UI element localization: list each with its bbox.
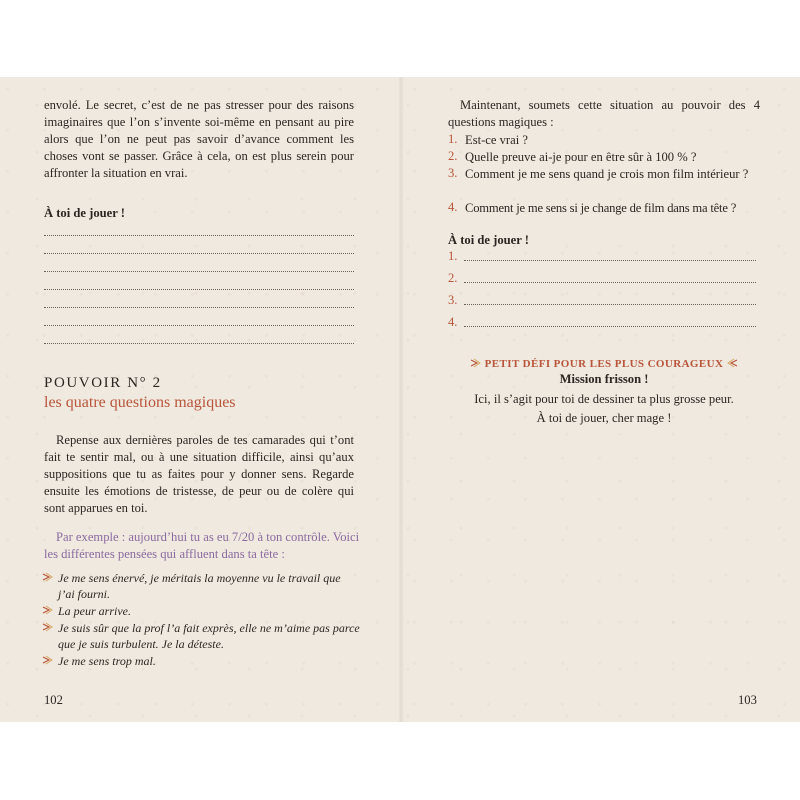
- answer-line[interactable]: [44, 259, 354, 272]
- challenge-box: [434, 357, 774, 426]
- arrow-left-icon: [726, 357, 738, 369]
- answer-line[interactable]: [464, 316, 756, 327]
- answer-number: 3.: [448, 293, 458, 307]
- answer-line[interactable]: [464, 294, 756, 305]
- arrow-right-icon: [42, 621, 54, 633]
- example-text: Par exemple : aujourd’hui tu as eu 7/20 à ton contrôle. Voici les différentes pensées qui affluent dans ta tête :: [44, 530, 360, 561]
- answer-line[interactable]: [44, 313, 354, 326]
- thought-item: [46, 620, 361, 652]
- page-number: 103: [738, 693, 757, 707]
- left-body-text: Repense aux dernières paroles de tes camarades qui t’ont fait te sentir mal, ou à une situation difficile, ainsi qu’aux suppositions que tu as faites pour y donner sens. Regarde ensuite les émotions de tristesse, de peur ou de colère qui sont apparues en toi.: [44, 433, 354, 515]
- arrow-right-icon: [42, 654, 54, 666]
- answer-number: 2.: [448, 271, 458, 285]
- left-intro-text: envolé. Le secret, c’est de ne pas stresser pour des raisons imaginaires que l’on s’invente soi-même en pensant au pire alors que l’on ne peut pas savoir d’avance comment les choses vont se passer. Grâce à cela, on est plus serein pour affronter la situation en vrai.: [44, 98, 354, 180]
- question-text: Comment je me sens quand je crois mon film intérieur ?: [465, 167, 749, 181]
- challenge-cta: À toi de jouer, cher mage !: [536, 411, 672, 425]
- arrow-right-icon: [470, 357, 482, 369]
- thought-item: [46, 570, 361, 602]
- left-exercise-label: À toi de jouer !: [44, 206, 125, 220]
- thought-item: [46, 603, 361, 619]
- answer-line[interactable]: [44, 277, 354, 290]
- challenge-text: Ici, il s’agit pour toi de dessiner ta plus grosse peur.: [474, 392, 734, 406]
- thought-text: Je me sens énervé, je méritais la moyenne vu le travail que j’ai fourni.: [58, 571, 341, 601]
- power-subtitle: les quatre questions magiques: [44, 394, 236, 411]
- question-number: 3.: [448, 166, 458, 180]
- left-page: [0, 77, 400, 722]
- question-text: Quelle preuve ai-je pour en être sûr à 100 % ?: [465, 150, 697, 164]
- thought-item: [46, 653, 361, 669]
- answer-number: 4.: [448, 315, 458, 329]
- thought-text: Je suis sûr que la prof l’a fait exprès, elle ne m’aime pas parce que je suis turbulent. Je la déteste.: [58, 621, 360, 651]
- right-exercise-label: À toi de jouer !: [448, 233, 529, 247]
- power-title: POUVOIR N° 2: [44, 375, 162, 391]
- question-text: Est-ce vrai ?: [465, 133, 528, 147]
- answer-line[interactable]: [464, 250, 756, 261]
- question-number: 1.: [448, 132, 458, 146]
- book-spread: [0, 77, 800, 722]
- right-intro-text: Maintenant, soumets cette situation au pouvoir des 4 questions magiques :: [448, 98, 760, 129]
- thought-text: La peur arrive.: [58, 604, 131, 618]
- arrow-right-icon: [42, 604, 54, 616]
- right-page: [404, 77, 800, 722]
- question-number: 2.: [448, 149, 458, 163]
- arrow-right-icon: [42, 571, 54, 583]
- question-number: 4.: [448, 200, 458, 214]
- thought-text: Je me sens trop mal.: [58, 654, 156, 668]
- answer-line[interactable]: [44, 295, 354, 308]
- challenge-name: Mission frisson !: [559, 372, 649, 386]
- answer-line[interactable]: [44, 241, 354, 254]
- challenge-title: PETIT DÉFI POUR LES PLUS COURAGEUX: [484, 358, 724, 370]
- question-text: Comment je me sens si je change de film dans ma tête ?: [465, 201, 737, 215]
- answer-line[interactable]: [464, 272, 756, 283]
- challenge-title-row: [434, 357, 774, 370]
- answer-number: 1.: [448, 249, 458, 263]
- answer-line[interactable]: [44, 331, 354, 344]
- answer-line[interactable]: [44, 223, 354, 236]
- page-number: 102: [44, 693, 63, 707]
